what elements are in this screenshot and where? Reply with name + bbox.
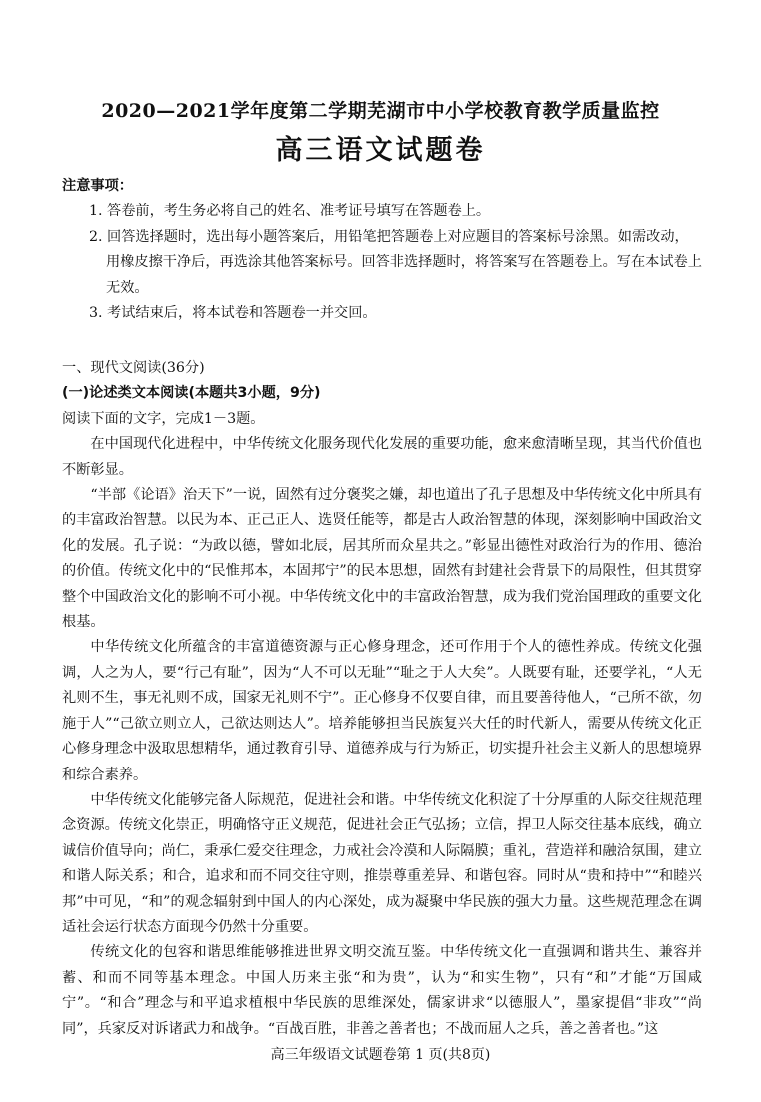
reading-section — [62, 356, 702, 1042]
passage-paragraph-4: 中华传统文化能够完备人际规范，促进社会和谐。中华传统文化积淀了十分厚重的人际交往规范理念资源。传统文化崇正，明确恪守正义规范，促进社会正气弘扬；立信，捍卫人际交往基本底线，确立诚信价值导向；尚仁，秉承仁爱交往理念，力戒社会冷漠和人际隔膜；重礼，营造祥和融洽氛围，建立和谐人际关系；和合，追求和而不同交往守则，推崇尊重差异、和谐包容。同时从“贵和持中”“和睦兴邦”中可见，“和”的观念辐射到中国人的内心深处，成为凝聚中华民族的强大力量。这些规范理念在调适社会运行状态方面现今仍然十分重要。 — [62, 791, 702, 935]
note-item-3: 3. 考试结束后，将本试卷和答题卷一并交回。 — [89, 305, 377, 322]
passage-paragraph-2: “半部《论语》治天下”一说，固然有过分褒奖之嫌，却也道出了孔子思想及中华传统文化中所具有的丰富政治智慧。以民为本、正己正人、选贤任能等，都是古人政治智慧的体现，深刻影响中国政治文化的发展。孔子说：“为政以德，譬如北辰，居其所而众星共之。”彰显出德性对政治行为的作用、德治的价值。传统文化中的“民惟邦本，本固邦宁”的民本思想，固然有封建社会背景下的局限性，但其贯穿整个中国政治文化的影响不可小视。中华传统文化中的丰富政治智慧，成为我们党治国理政的重要文化根基。 — [62, 487, 702, 631]
exam-header-line: 2020—2021学年度第二学期芜湖市中小学校教育教学质量监控 — [101, 100, 660, 122]
section-heading: 一、现代文阅读(36分) — [62, 360, 205, 376]
passage-paragraph-3: 中华传统文化所蕴含的丰富道德资源与正心修身理念，还可作用于个人的德性养成。传统文化强调，人之为人，要“行己有耻”，因为“人不可以无耻”“耻之于人大矣”。人既要有耻，还要学礼，“人无礼则不生，事无礼则不成，国家无礼则不宁”。正心修身不仅要自律，而且要善待他人，“己所不欲，勿施于人”“己欲立则立人，己欲达则达人”。培养能够担当民族复兴大任的时代新人，需要从传统文化正心修身理念中汲取思想精华，通过教育引导、道德养成与行为矫正，切实提升社会主义新人的思想境界和综合素养。 — [62, 639, 702, 783]
notes-heading: 注意事项： — [62, 178, 133, 194]
passage-paragraph-1: 在中国现代化进程中，中华传统文化服务现代化发展的重要功能，愈来愈清晰呈现，其当代价值也不断彰显。 — [62, 436, 702, 478]
note-item-2: 2. 回答选择题时，选出每小题答案后，用铅笔把答题卷上对应题目的答案标号涂黑。如需改动，用橡皮擦干净后，再选涂其他答案标号。回答非选择题时，将答案写在答题卷上。写在本试卷上无效。 — [89, 228, 702, 296]
notes-block — [62, 174, 702, 326]
reading-instruction: 阅读下面的文字，完成1－3题。 — [62, 410, 265, 427]
page-footer: 高三年级语文试题卷第 1 页(共8页) — [270, 1047, 491, 1063]
subsection-heading: (一)论述类文本阅读(本题共3小题，9分) — [62, 385, 321, 402]
note-item-1: 1. 答卷前，考生务必将自己的姓名、准考证号填写在答题卷上。 — [89, 203, 491, 220]
exam-title: 高三语文试题卷 — [275, 135, 486, 166]
passage-paragraph-5: 传统文化的包容和谐思维能够推进世界文明交流互鉴。中华传统文化一直强调和谐共生、兼容并蓄、和而不同等基本理念。中国人历来主张“和为贵”，认为“和实生物”，只有“和”才能“万国咸宁”。“和合”理念与和平追求植根中华民族的思维深处，儒家讲求“以德服人”，墨家提倡“非攻”“尚同”，兵家反对诉诸武力和战争。“百战百胜，非善之善者也；不战而屈人之兵，善之善者也。”这 — [62, 944, 702, 1037]
